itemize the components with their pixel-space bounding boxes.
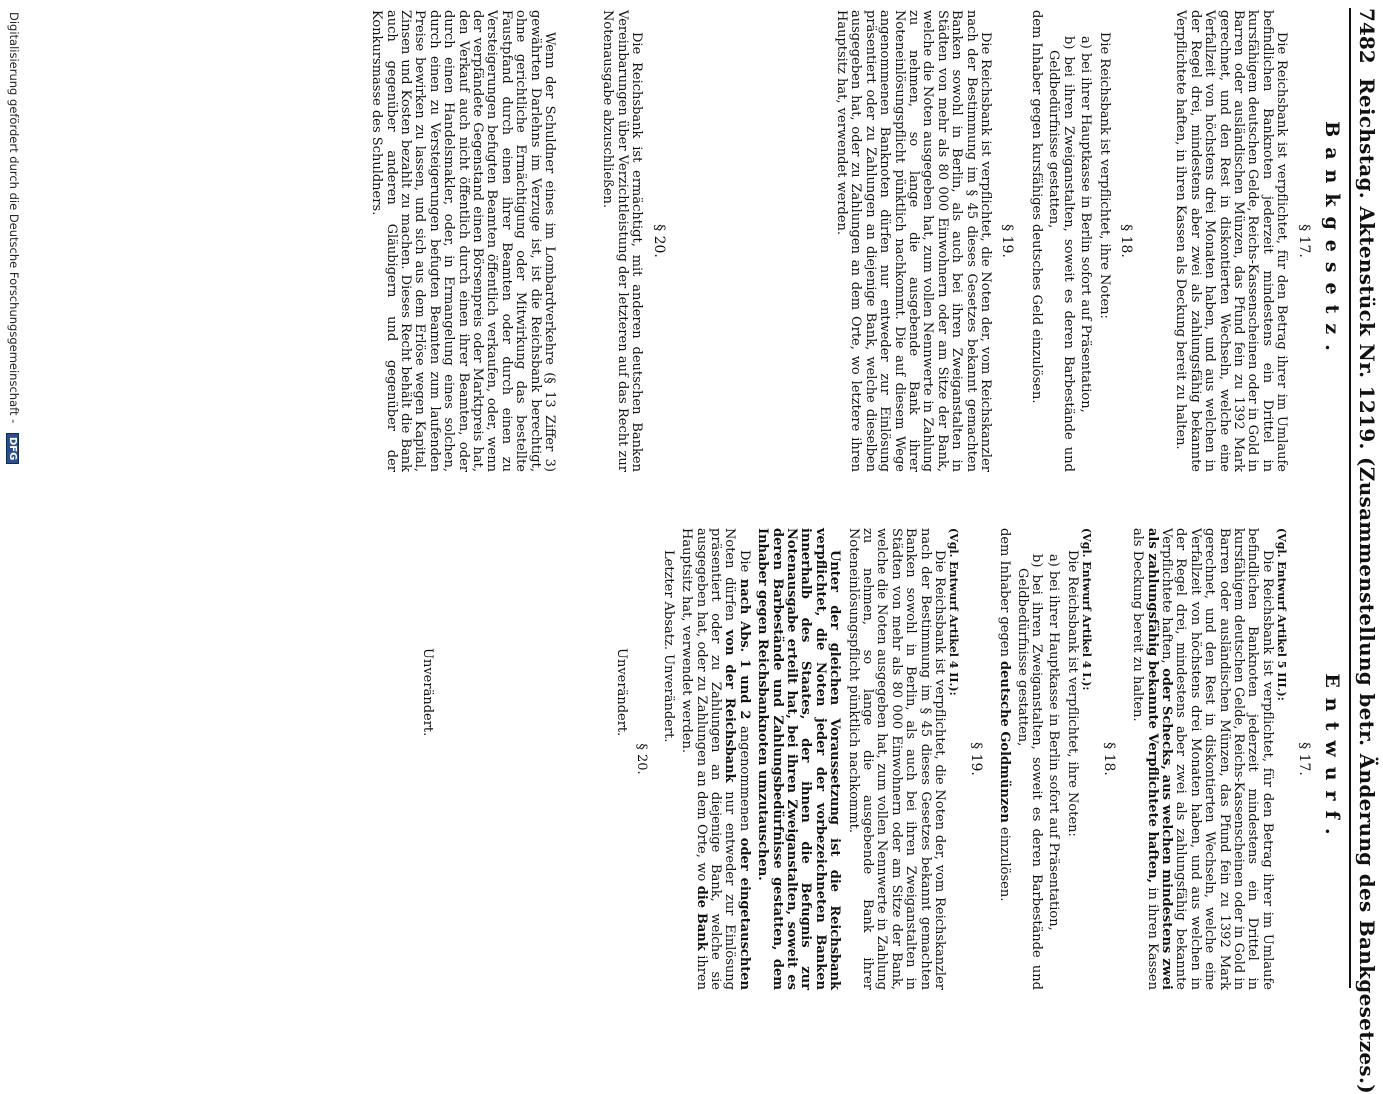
section-17-title: § 17. (1295, 742, 1312, 776)
credit-text: Digitalisierung gefördert durch die Deutsche Forschungsgemeinschaft - (7, 12, 21, 424)
section-18-intro: Die Reichsbank ist verpflichtet, ihre Noten: (1064, 550, 1080, 837)
section-19-text-2 (679, 528, 751, 990)
section-20-title: § 20. (650, 224, 667, 258)
section-18-end-bold: deutsche Goldmünzen (997, 661, 1013, 823)
section-18-title: § 18. (1100, 742, 1117, 776)
dfg-logo: DFG (6, 433, 19, 464)
column-entwurf (419, 528, 1343, 991)
running-header (1353, 0, 1379, 1094)
section-20a-unchanged: Unverändert. (419, 648, 435, 737)
s19-t2-bold1: nach Abs. 1 und 2 (736, 578, 752, 720)
section-19-text: Die Reichsbank ist verpflichtet, die Noten der, vom Reichskanzler nach der Bestimmung im § 45 dieses Gesetzes bekannt gemachten Banken sowohl in Berlin, als auch bei ihren Zweiganstalten in Städten von mehr als 80 000 Einwohnern oder am Sitze der Bank, welche die Noten ausgegeben hat, zum vollen Nennwerte in Zahlung zu nehmen, so lange die ausgebende Bank ihrer Noteneinlösungspflicht pünktlich nachkommt. (845, 528, 948, 990)
s19-t2-e: ihren Hauptsitz hat, verwendet werden. (679, 528, 709, 991)
column-heading-bankgesetz: Bankgesetz. (1321, 121, 1343, 361)
section-18-title: § 18. (1117, 224, 1134, 258)
section-19-bold-paragraph: Unter der gleichen Voraussetzung ist die Reichsbank verpflichtet, die Noten jeder der vorbezeichneten Banken innerhalb des Staates, der ihnen die Befugnis zur Notenausgabe erteilt hat, bei ihren Zweiganstalten, soweit es deren Barbestände und Zahlungsbedürfnisse gestatten, dem Inhaber gegen Reichsbanknoten umzutauschen. (755, 528, 843, 990)
spacer (434, 528, 614, 990)
section-20-unchanged: Unverändert. (613, 648, 629, 737)
section-17-text-bold: oder Schecks, aus welchen mindestens zwei als zahlungsfähig bekannte Verpflichtete haften, (1144, 528, 1174, 990)
s19-t2-d: nur entweder zur Einlösung präsentiert oder zu Zahlungen an diejenige Bank, welche sie ausgegeben hat, oder zu Zahlungen an dem Orte, wo (693, 528, 738, 990)
s19-t2-c: Noten dürfen (722, 528, 738, 622)
section-19-last-paragraph: Letzter Absatz. Unverändert. (660, 550, 676, 743)
section-17-text-b: in ihren Kassen als Deckung bereit zu halten. (1130, 528, 1160, 990)
section-18-reference: (Vgl. Entwurf Artikel 4 I.): (1080, 528, 1094, 691)
section-18-end (997, 528, 1011, 990)
section-19-reference: (Vgl. Entwurf Artikel 4 II.): (947, 528, 961, 696)
section-20-text: Die Reichsbank ist ermächtigt, mit anderen deutschen Banken Vereinbarungen über Verzichtleistung der letzteren auf das Recht zur Notenausgabe abzuschließen. (600, 10, 645, 472)
section-18-end-b: einzulösen. (997, 827, 1013, 902)
section-19-text: Die Reichsbank ist verpflichtet, die Noten der, vom Reichskanzler nach der Bestimmung im § 45 dieses Gesetzes bekannt gemachten Banken sowohl in Berlin, als auch bei ihren Zweiganstalten in Städten von mehr als 80 000 Einwohnern oder am Sitze der Bank, welche die Noten ausgegeben hat, zum vollen Nennwerte in Zahlung zu nehmen, so lange die ausgebende Bank ihrer Noteneinlösungspflicht pünktlich nachkommt. Die auf diesem Wege angenommenen Banknoten dürfen nur entweder zur Einlösung präsentiert oder zu Zahlungen an diejenige Bank, welche dieselben ausgegeben hat, oder zu Zahlungen an dem Orte, wo letztere ihren Hauptsitz hat, verwendet werden. (834, 10, 994, 472)
s19-t2-bold4: die Bank (693, 885, 709, 951)
section-18-item-a: a) bei ihrer Hauptkasse in Berlin sofort auf Präsentation, (1046, 554, 1062, 931)
section-18-item-a: a) bei ihrer Hauptkasse in Berlin sofort auf Präsentation, (1078, 36, 1094, 413)
section-17-text (1130, 528, 1274, 990)
s19-t2-a: Die (736, 550, 752, 573)
s19-t2-b: angenommenen (736, 726, 752, 832)
section-18-intro: Die Reichsbank ist verpflichtet, ihre Noten: (1096, 32, 1112, 319)
spacer (680, 10, 830, 472)
section-17-title: § 17. (1295, 224, 1312, 258)
s19-t2-bold3: von der Reichsbank (722, 629, 738, 783)
section-19-title: § 19. (967, 742, 984, 776)
page-number: 7482 (1355, 8, 1379, 64)
digitization-credit (6, 12, 21, 992)
section-18-item-b: b) bei ihren Zweiganstalten, soweit es deren Barbestände und Geldbedürfnisse gestatten, (1046, 36, 1076, 472)
header-rule (1349, 8, 1351, 988)
column-heading-entwurf: Entwurf. (1321, 673, 1343, 845)
section-20a-text: Wenn der Schuldner eines im Lombardverkehre (§ 13 Ziffer 3) gewährten Darlehns im Verzuge ist, ist die Reichsbank berechtigt, ohne gerichtliche Ermächtigung oder Mitwirkung das bestellte Faustpfand durch einen ihrer Beamten oder durch einen zu Versteigerungen befugten Beamten öffentlich verkaufen, oder, wenn der verpfändete Gegenstand einen Börsenpreis oder Marktpreis hat, den Verkauf auch nicht öffentlich durch einen ihrer Beamten, oder durch einen Handelsmakler, oder, in Ermangelung eines solchen, durch einen zu Versteigerungen befugten Beamten zum laufenden Preise bewirken zu lassen, und sich aus dem Erlöse wegen Kapital, Zinsen und Kosten bezahlt zu machen. Dieses Recht behält die Bank auch gegenüber anderen Gläubigern und gegenüber der Konkursmasse des Schuldners. (369, 10, 557, 472)
section-17-reference: (Vgl. Entwurf Artikel 5 III.): (1275, 528, 1289, 701)
column-bankgesetz (365, 10, 1343, 472)
section-19-title: § 19. (999, 224, 1016, 258)
section-18-end: dem Inhaber gegen kursfähiges deutsches Geld einzulösen. (1028, 10, 1044, 404)
section-18-item-b: b) bei ihren Zweiganstalten, soweit es deren Barbestände und Geldbedürfnisse gestatten, (1014, 554, 1045, 990)
spacer (556, 10, 596, 472)
page-title: Reichstag. Aktenstück Nr. 1219. (Zusammenstellung betr. Änderung des Bankgesetzes.) (1355, 78, 1379, 1094)
s19-t2-bold2: oder eingetauschten (736, 837, 752, 991)
section-18-end-a: dem Inhaber gegen (997, 528, 1013, 657)
section-20-title: § 20. (634, 743, 650, 775)
section-17-text-a: Die Reichsbank ist verpflichtet, für den Betrag ihrer im Umlaufe befindlichen Banknoten jederzeit mindestens ein Drittel in kursfähigem deutschen Gelde, Reichs-Kassenscheinen oder in Gold in Barren oder ausländischen Münzen, das Pfund fein zu 1392 Mark gerechnet, und den Rest in diskontierten Wechseln, welche eine Verfallzeit von höchstens drei Monaten haben, und aus welchen in der Regel drei, mindestens aber zwei als zahlungsfähig bekannte Verpflichtete haften, (1158, 528, 1275, 990)
section-17-text: Die Reichsbank ist verpflichtet, für den Betrag ihrer im Umlaufe befindlichen Banknoten jederzeit mindestens ein Drittel in kursfähigem deutschen Gelde, Reichs-Kassenscheinen oder in Gold in Barren oder ausländischen Münzen, das Pfund fein zu 1392 Mark gerechnet, und den Rest in diskontierten Wechseln, welche eine Verfallzeit von höchstens drei Monaten haben, und aus welchen in der Regel drei, mindestens aber zwei als zahlungsfähig bekannte Verpflichtete haften, in ihren Kassen als Deckung bereit zu halten. (1173, 10, 1290, 472)
